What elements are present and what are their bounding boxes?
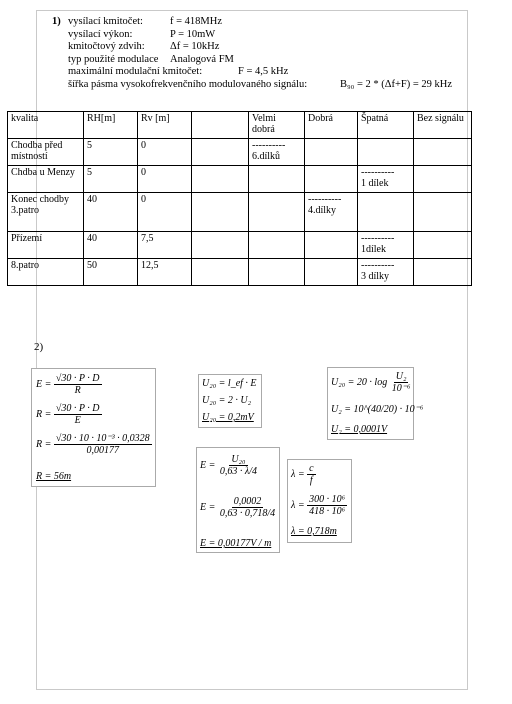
table-cell bbox=[249, 193, 305, 232]
formula-box-log bbox=[327, 367, 424, 440]
table-cell: 7,5 bbox=[138, 232, 192, 259]
table-cell bbox=[414, 232, 472, 259]
table-cell: 5 bbox=[84, 166, 138, 193]
param-value-mod-freq: F = 4,5 kHz bbox=[238, 66, 289, 78]
param-label-mod-freq: maximální modulační kmitočet: bbox=[68, 66, 203, 78]
formula-r-result: R = 56m bbox=[36, 471, 72, 482]
formula-lambda-substituted: λ = $\frac{\text{300 · 10⁶}}{\text{418 · 10⁶}}$ bbox=[291, 494, 346, 517]
table-row bbox=[8, 232, 472, 259]
formula-u20-u2: U₂₀ = 2 · U₂ bbox=[202, 395, 252, 406]
signal-quality-table bbox=[7, 111, 472, 286]
table-cell bbox=[305, 139, 358, 166]
table-cell bbox=[305, 259, 358, 286]
header-cell: RH[m] bbox=[84, 112, 138, 139]
table-cell: Chdba u Menzy bbox=[8, 166, 84, 193]
table-cell: 0 bbox=[138, 166, 192, 193]
formula-r-def: R = $\frac{√30 \cdot P \cdot D}{E}$ bbox=[36, 403, 100, 426]
table-cell bbox=[192, 232, 249, 259]
table-cell: Přízemí bbox=[8, 232, 84, 259]
table-cell: 40 bbox=[84, 232, 138, 259]
header-cell: Velmi dobrá bbox=[249, 112, 305, 139]
table-cell bbox=[358, 193, 414, 232]
table-cell bbox=[414, 193, 472, 232]
table-row bbox=[8, 139, 472, 166]
param-value-modulation: Analogová FM bbox=[170, 53, 234, 65]
table-cell: 40 bbox=[84, 193, 138, 232]
table-cell: Chodba před místností bbox=[8, 139, 84, 166]
table-cell bbox=[249, 232, 305, 259]
table-cell: ---------- 1 dílek bbox=[358, 166, 414, 193]
table-cell: ---------- 1dílek bbox=[358, 232, 414, 259]
formula-e-result: E = 0,00177V / m bbox=[200, 538, 272, 549]
table-cell: ---------- 4.dílky bbox=[305, 193, 358, 232]
param-label-modulation: typ použité modulace bbox=[68, 53, 159, 65]
table-cell: 0 bbox=[138, 139, 192, 166]
formula-e-antenna: E = $\frac{\text{U₂₀}}{0,63 \cdot \lambda/4}$ bbox=[200, 454, 257, 477]
table-cell bbox=[192, 193, 249, 232]
param-value-deviation: Δf = 10kHz bbox=[170, 41, 220, 53]
table-row bbox=[8, 193, 472, 232]
param-value-power: P = 10mW bbox=[170, 28, 216, 40]
table-cell bbox=[249, 166, 305, 193]
table-cell bbox=[192, 259, 249, 286]
table-cell bbox=[414, 166, 472, 193]
param-value-bandwidth: B₉₀ = 2 * (Δf+F) = 29 kHz bbox=[340, 78, 453, 90]
formula-u20-result: U₂₀ = 0,2mV bbox=[202, 412, 254, 423]
header-cell: Dobrá bbox=[305, 112, 358, 139]
table-cell: ---------- 6.dílků bbox=[249, 139, 305, 166]
table-cell bbox=[249, 259, 305, 286]
param-label-bandwidth: šířka pásma vysokofrekvenčního modulovaného signálu: bbox=[68, 78, 308, 90]
formula-box-range bbox=[31, 368, 156, 487]
formula-lambda-result: λ = 0,718m bbox=[291, 526, 337, 537]
table-cell: 0 bbox=[138, 193, 192, 232]
header-cell: kvalita bbox=[8, 112, 84, 139]
param-label-frequency: vysílací kmitočet: bbox=[68, 16, 143, 27]
header-cell: Špatná bbox=[358, 112, 414, 139]
formula-u2-power: U₂ = 10^(40/20) · 10⁻⁶ bbox=[331, 404, 424, 415]
table-cell bbox=[192, 139, 249, 166]
table-cell bbox=[305, 232, 358, 259]
table-cell bbox=[414, 139, 472, 166]
table-row bbox=[8, 166, 472, 193]
table-cell bbox=[192, 166, 249, 193]
formula-u20-def: U₂₀ = l_ef · E bbox=[202, 378, 257, 389]
header-cell: Bez signálu bbox=[414, 112, 472, 139]
section-2-number: 2) bbox=[34, 341, 44, 353]
formula-log-def: U₂₀ = 20 · log $\frac{\text{U₂}}{\text{10⁻⁶}}$ bbox=[331, 371, 411, 394]
table-row bbox=[8, 259, 472, 286]
table-cell: 5 bbox=[84, 139, 138, 166]
param-label-power: vysílací výkon: bbox=[68, 28, 133, 40]
formula-lambda-def: λ = $\frac{c}{f}$ bbox=[291, 463, 314, 486]
param-value-frequency: f = 418MHz bbox=[170, 16, 222, 27]
table-cell bbox=[305, 166, 358, 193]
header-cell bbox=[192, 112, 249, 139]
param-label-deviation: kmitočtový zdvih: bbox=[68, 41, 145, 53]
table-cell: 8.patro bbox=[8, 259, 84, 286]
formula-r-substituted: R = $\frac{\text{√30 · 10 · 10⁻³ · 0,0328}}{0,00177}$ bbox=[36, 433, 150, 456]
formula-e-def: E = $\frac{√30 \cdot P \cdot D}{R}$ bbox=[36, 373, 100, 396]
section-1-number: 1) bbox=[52, 16, 61, 27]
table-cell: 50 bbox=[84, 259, 138, 286]
table-cell: Konec chodby 3.patro bbox=[8, 193, 84, 232]
formula-box-voltage bbox=[198, 374, 262, 428]
formula-box-wavelength bbox=[287, 459, 352, 543]
formula-u2-result: U₂ = 0,0001V bbox=[331, 424, 388, 435]
formula-e-substituted: E = $\frac{0,0002}{0,63 \cdot 0,718/4}$ bbox=[200, 496, 276, 519]
header-cell: Rv [m] bbox=[138, 112, 192, 139]
table-cell bbox=[358, 139, 414, 166]
table-header-row bbox=[8, 112, 472, 139]
table-cell: ---------- 3 dílky bbox=[358, 259, 414, 286]
table-cell bbox=[414, 259, 472, 286]
formula-box-field bbox=[196, 447, 280, 553]
table-cell: 12,5 bbox=[138, 259, 192, 286]
